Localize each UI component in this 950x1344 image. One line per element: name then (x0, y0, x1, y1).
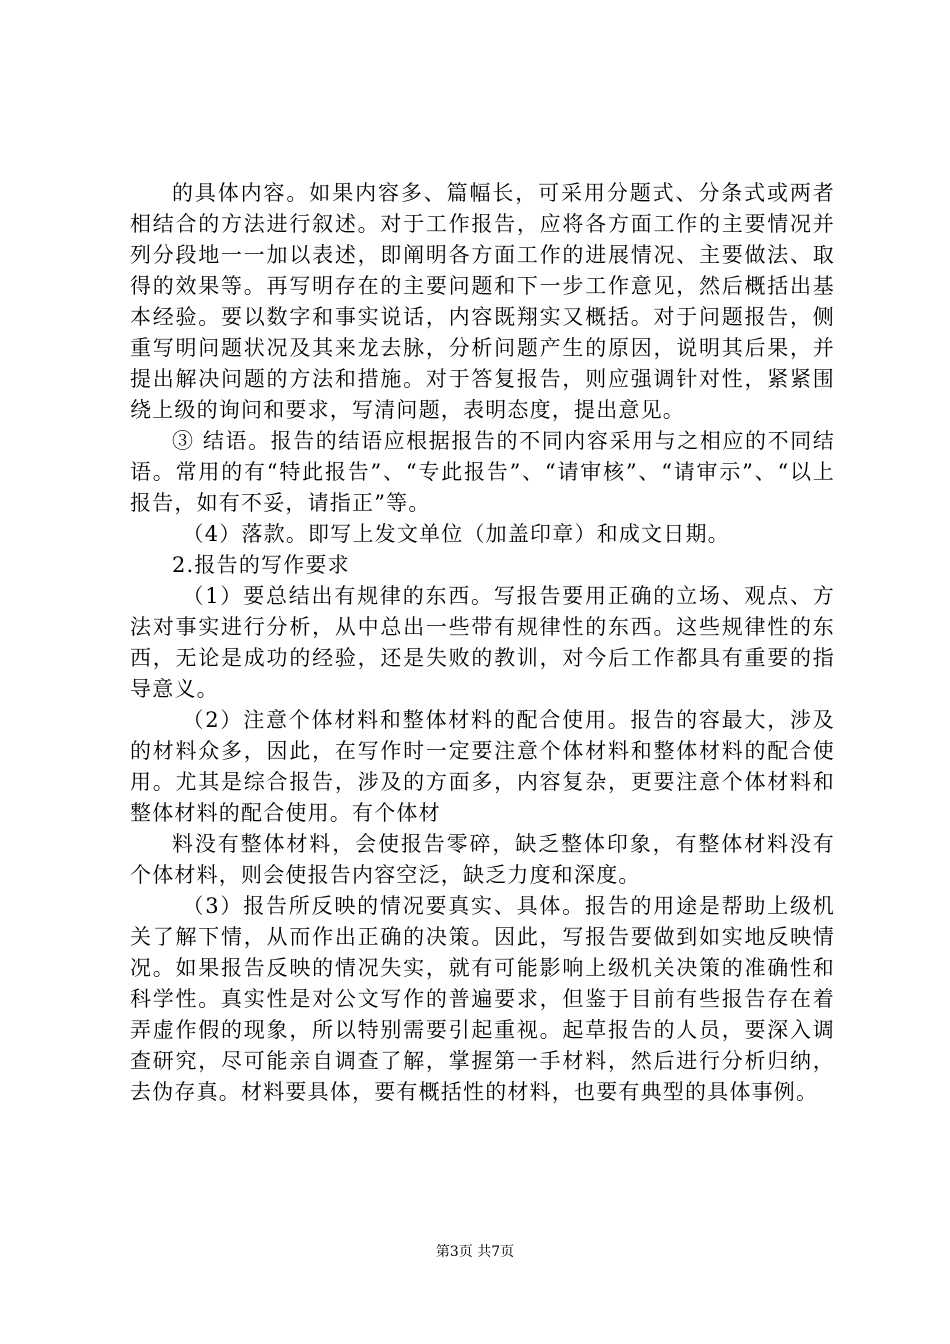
section-heading-writing-requirements: 2.报告的写作要求 (172, 553, 350, 577)
paragraph-signature: （4）落款。即写上发文单位（加盖印章）和成文日期。 (182, 522, 730, 546)
page-number-label: 第3页 共7页 (435, 1244, 515, 1260)
paragraph-requirement-2: （2）注意个体材料和整体材料的配合使用。报告的容最大，涉及的材料众多，因此，在写作时一定要注意个体材料和整体材料的配合使用。尤其是综合报告，涉及的方面多，内容复杂，更要注意个体材料和整体材料的配合使用。有个体材 (130, 708, 835, 825)
paragraph-content-description: 的具体内容。如果内容多、篇幅长，可采用分题式、分条式或两者相结合的方法进行叙述。对于工作报告，应将各方面工作的主要情况并列分段地一一加以表述，即阐明各方面工作的进展情况、主要做法、取得的效果等。再写明存在的主要问题和下一步工作意见，然后概括出基本经验。要以数字和事实说话，内容既翔实又概括。对于问题报告，侧重写明问题状况及其来龙去脉，分析问题产生的原因，说明其后果，并提出解决问题的方法和措施。对于答复报告，则应强调针对性，紧紧围绕上级的询问和要求，写清问题，表明态度，提出意见。 (130, 181, 835, 422)
page-footer (0, 1243, 950, 1261)
paragraph-requirement-3: （3）报告所反映的情况要真实、具体。报告的用途是帮助上级机关了解下情，从而作出正确的决策。因此，写报告要做到如实地反映情况。如果报告反映的情况失实，就有可能影响上级机关决策的准确性和科学性。真实性是对公文写作的普遍要求，但鉴于目前有些报告存在着弄虚作假的现象，所以特别需要引起重视。起草报告的人员，要深入调查研究，尽可能亲自调查了解，掌握第一手材料，然后进行分析归纳，去伪存真。材料要具体，要有概括性的材料，也要有典型的具体事例。 (130, 894, 835, 1104)
document-body (130, 178, 835, 1108)
paragraph-conclusion: ③ 结语。报告的结语应根据报告的不同内容采用与之相应的不同结语。常用的有“特此报告”、“专此报告”、“请审核”、“请审示”、“以上报告，如有不妥，请指正”等。 (130, 429, 835, 515)
paragraph-requirement-1: （1）要总结出有规律的东西。写报告要用正确的立场、观点、方法对事实进行分析，从中总出一些带有规律性的东西。这些规律性的东西，无论是成功的经验，还是失败的教训，对今后工作都具有重要的指导意义。 (130, 584, 835, 701)
paragraph-requirement-2-continued: 料没有整体材料，会使报告零碎，缺乏整体印象，有整体材料没有个体材料，则会使报告内容空泛，缺乏力度和深度。 (130, 832, 835, 887)
